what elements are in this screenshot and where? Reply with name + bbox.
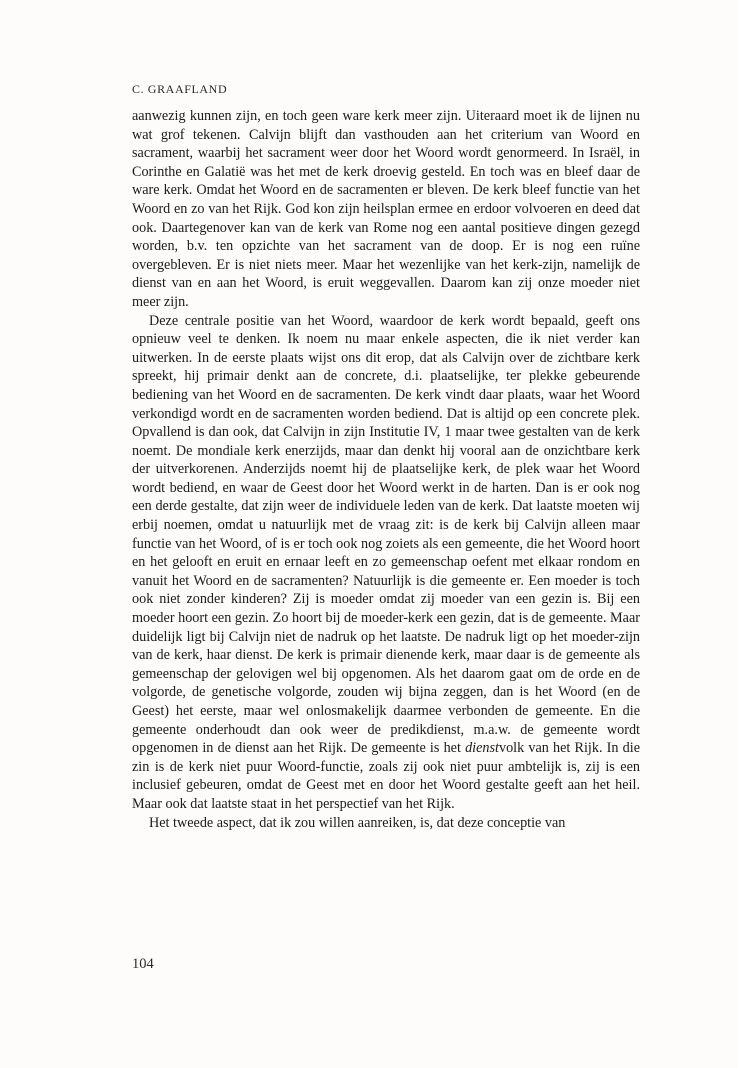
paragraph: Het tweede aspect, dat ik zou willen aanreiken, is, dat deze conceptie van [149, 814, 566, 831]
body-text [132, 107, 640, 832]
page-number: 104 [132, 956, 154, 972]
italic-word: dienst [465, 740, 499, 757]
paragraph [132, 312, 640, 814]
paragraph: aanwezig kunnen zijn, en toch geen ware kerk meer zijn. Uiteraard moet ik de lijnen nu wat grof tekenen. Calvijn blijft dan vasthouden aan het criterium van Woord en sacrament, waarbij het sacrament weer door het Woord wordt genormeerd. In Israël, in Corinthe en Galatië was het met de kerk droevig gesteld. En toch was en bleef daar de ware kerk. Omdat het Woord en de sacramenten er bleven. De kerk bleef functie van het Woord en zo van het Rijk. God kon zijn heilsplan ermee en erdoor volvoeren en deed dat ook. Daartegenover kan van de kerk van Rome nog een aantal positieve dingen gezegd worden, b.v. ten opzichte van het sacrament van de doop. Er is nog een ruïne overgebleven. Er is niet niets meer. Maar het wezenlijke van het kerk-zijn, namelijk de dienst van en aan het Woord, is eruit weggevallen. Daarom kan zij onze moeder niet meer zijn. [132, 108, 640, 310]
paragraph-text: Deze centrale positie van het Woord, waardoor de kerk wordt bepaald, geeft ons opnieuw veel te denken. Ik noem nu maar enkele aspecten, die ik niet verder kan uitwerken. In de eerste plaats wijst ons dit erop, dat als Calvijn over de zichtbare kerk spreekt, hij primair denkt aan de concrete, d.i. plaatselijke, ter plekke gebeurende bediening van het Woord en de sacramenten. De kerk vindt daar plaats, waar het Woord verkondigd wordt en de sacramenten worden bediend. Dat is altijd op een concrete plek. Opvallend is dan ook, dat Calvijn in zijn Institutie IV, 1 maar twee gestalten van de kerk noemt. De mondiale kerk enerzijds, maar dan denkt hij vooral aan de onzichtbare kerk der uitverkorenen. Anderzijds noemt hij de plaatselijke kerk, de plek waar het Woord wordt bediend, en waar de Geest door het Woord werkt in de harten. Dan is er ook nog een derde gestalte, dat zijn weer de individuele leden van de kerk. Dat laatste moeten wij erbij noemen, omdat u natuurlijk met de vraag zit: is de kerk bij Calvijn alleen maar functie van het Woord, of is er toch ook nog zoiets als een gemeente, die het Woord hoort en het gelooft en eruit en ernaar leeft en zo gemeenschap oefent met elkaar rondom en vanuit het Woord en de sacramenten? Natuurlijk is die gemeente er. Een moeder is toch ook niet zonder kinderen? Zij is moeder omdat zij moeder van een gezin is. Bij een moeder hoort een gezin. Zo hoort bij de moeder-kerk een gezin, dat is de gemeente. Maar duidelijk ligt bij Calvijn niet de nadruk op het laatste. De nadruk ligt op het moeder-zijn van de kerk, haar dienst. De kerk is primair dienende kerk, maar daar is de gemeente als gemeenschap der gelovigen wel bij opgenomen. Als het daarom gaat om de orde en de volgorde, de genetische volgorde, zouden wij bijna zeggen, dan is het Woord (en de Geest) het eerste, maar wel onlosmakelijk daarmee verbonden de gemeente. En die gemeente onderhoudt dan ook weer de predikdienst, m.a.w. de gemeente wordt opgenomen in de dienst aan het Rijk. De gemeente is het [132, 312, 640, 757]
running-head: C. GRAAFLAND [132, 82, 228, 96]
paragraph-text: volk van het Rijk. In die zin is de kerk niet puur Woord-functie, zoals zij ook niet puur ambtelijk is, zij is een inclusief gebeuren, omdat de Geest met en door het Woord gestalte geeft aan het heil. Maar ook dat laatste staat in het perspectief van het Rijk. [132, 740, 640, 812]
